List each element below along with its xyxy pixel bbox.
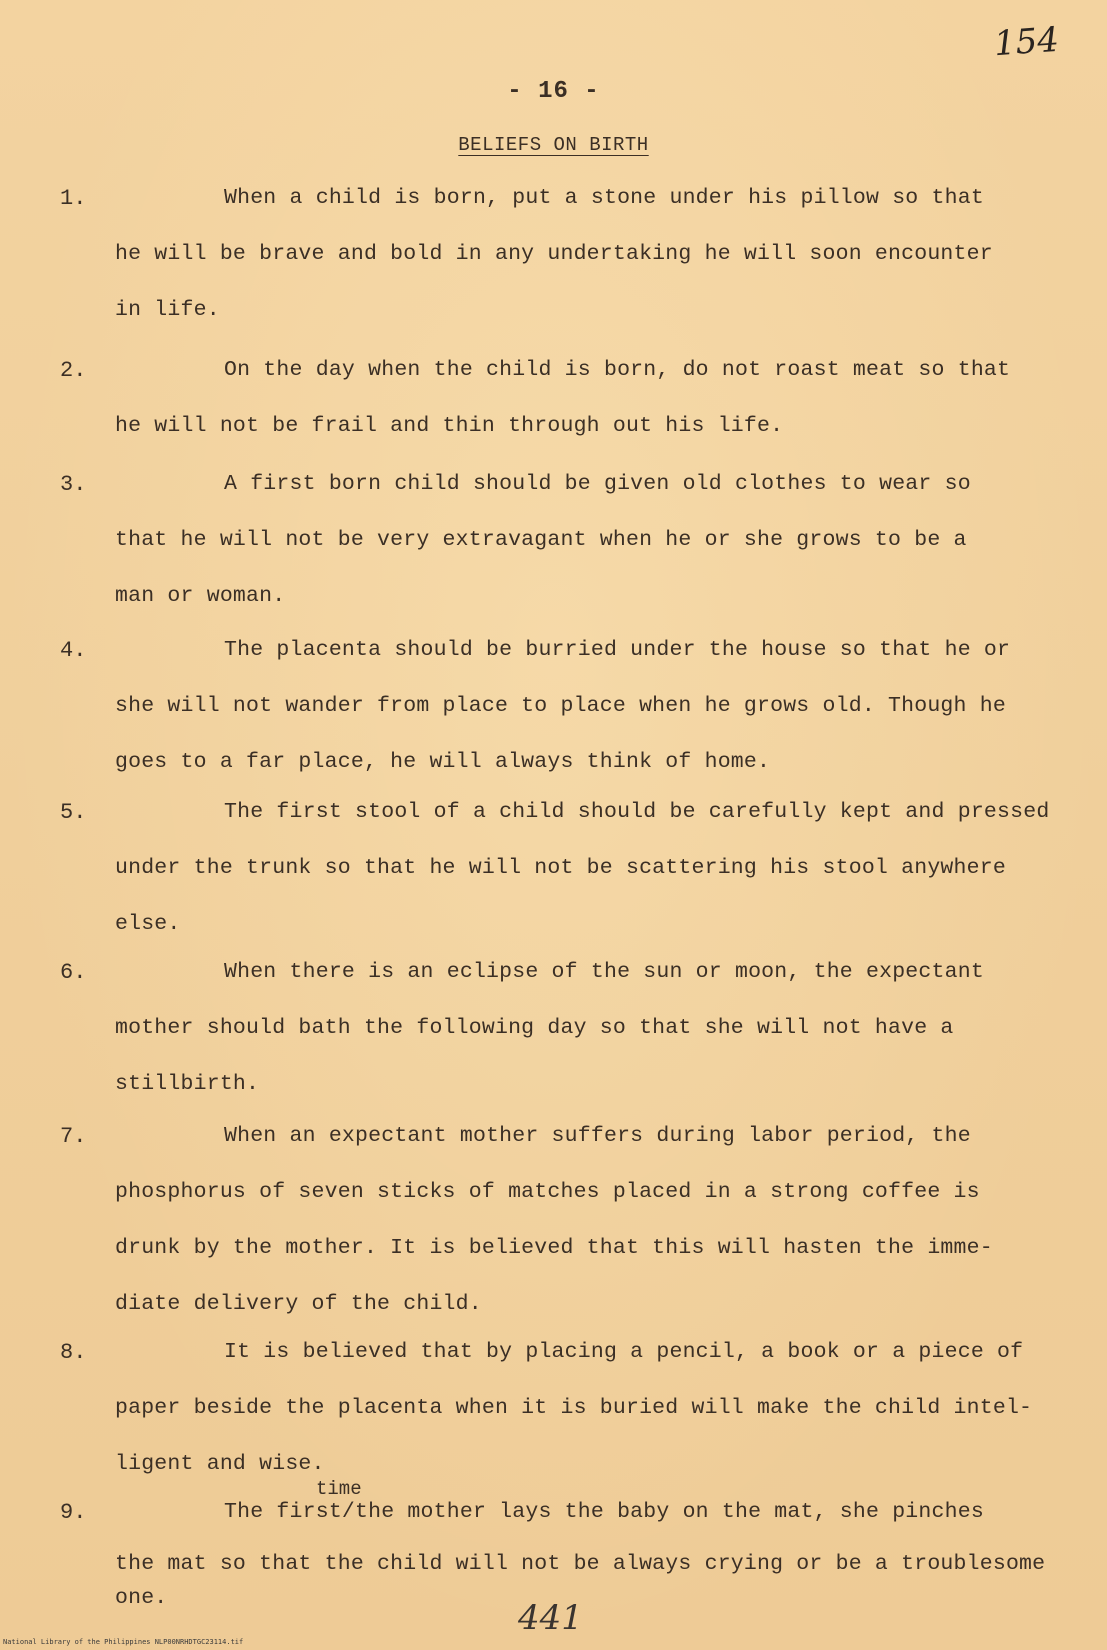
item-line: The placenta should be burried under the house so that he or <box>224 638 1011 662</box>
item-line: that he will not be very extravagant when he or she grows to be a <box>115 528 967 552</box>
item-number: 8. <box>60 1340 87 1365</box>
item-line: When an expectant mother suffers during labor period, the <box>224 1124 971 1148</box>
item-line: A first born child should be given old clothes to wear so <box>224 472 971 496</box>
item-line: The first/the mother lays the baby on the mat, she pinches <box>224 1500 984 1524</box>
archive-footer-stamp: National Library of the Philippines NLP00NRHDTGC23114.tif <box>3 1638 244 1646</box>
page-title-text: BELIEFS ON BIRTH <box>458 134 649 156</box>
item-line: mother should bath the following day so that she will not have a <box>115 1016 954 1040</box>
item-line: one. <box>115 1586 168 1610</box>
interlinear-insertion: time <box>316 1478 362 1500</box>
page-number: - 16 - <box>507 78 600 105</box>
item-number: 9. <box>60 1500 87 1525</box>
item-line: she will not wander from place to place when he grows old. Though he <box>115 694 1006 718</box>
item-line: When a child is born, put a stone under his pillow so that <box>224 186 984 210</box>
folio-number: 154 <box>992 19 1061 65</box>
item-number: 6. <box>60 960 87 985</box>
item-line: The first stool of a child should be carefully kept and pressed <box>224 800 1050 824</box>
item-line: else. <box>115 912 181 936</box>
item-line: goes to a far place, he will always think of home. <box>115 750 771 774</box>
item-line: stillbirth. <box>115 1072 260 1096</box>
item-number: 4. <box>60 638 87 663</box>
item-line: he will not be frail and thin through out his life. <box>115 414 784 438</box>
item-line: On the day when the child is born, do not roast meat so that <box>224 358 1011 382</box>
item-number: 2. <box>60 358 87 383</box>
item-line: in life. <box>115 298 220 322</box>
item-line: paper beside the placenta when it is buried will make the child intel- <box>115 1396 1033 1420</box>
item-number: 5. <box>60 800 87 825</box>
item-line: under the trunk so that he will not be scattering his stool anywhere <box>115 856 1006 880</box>
item-line: man or woman. <box>115 584 286 608</box>
item-line: ligent and wise. <box>115 1452 325 1476</box>
item-number: 3. <box>60 472 87 497</box>
item-line: he will be brave and bold in any undertaking he will soon encounter <box>115 242 993 266</box>
item-number: 7. <box>60 1124 87 1149</box>
item-line: phosphorus of seven sticks of matches placed in a strong coffee is <box>115 1180 980 1204</box>
item-number: 1. <box>60 186 87 211</box>
item-line: It is believed that by placing a pencil, a book or a piece of <box>224 1340 1024 1364</box>
item-line: the mat so that the child will not be always crying or be a troublesome <box>115 1552 1046 1576</box>
handwritten-mark: 441 <box>518 1598 583 1638</box>
item-line: drunk by the mother. It is believed that this will hasten the imme- <box>115 1236 993 1260</box>
item-line: When there is an eclipse of the sun or moon, the expectant <box>224 960 984 984</box>
item-line: diate delivery of the child. <box>115 1292 482 1316</box>
